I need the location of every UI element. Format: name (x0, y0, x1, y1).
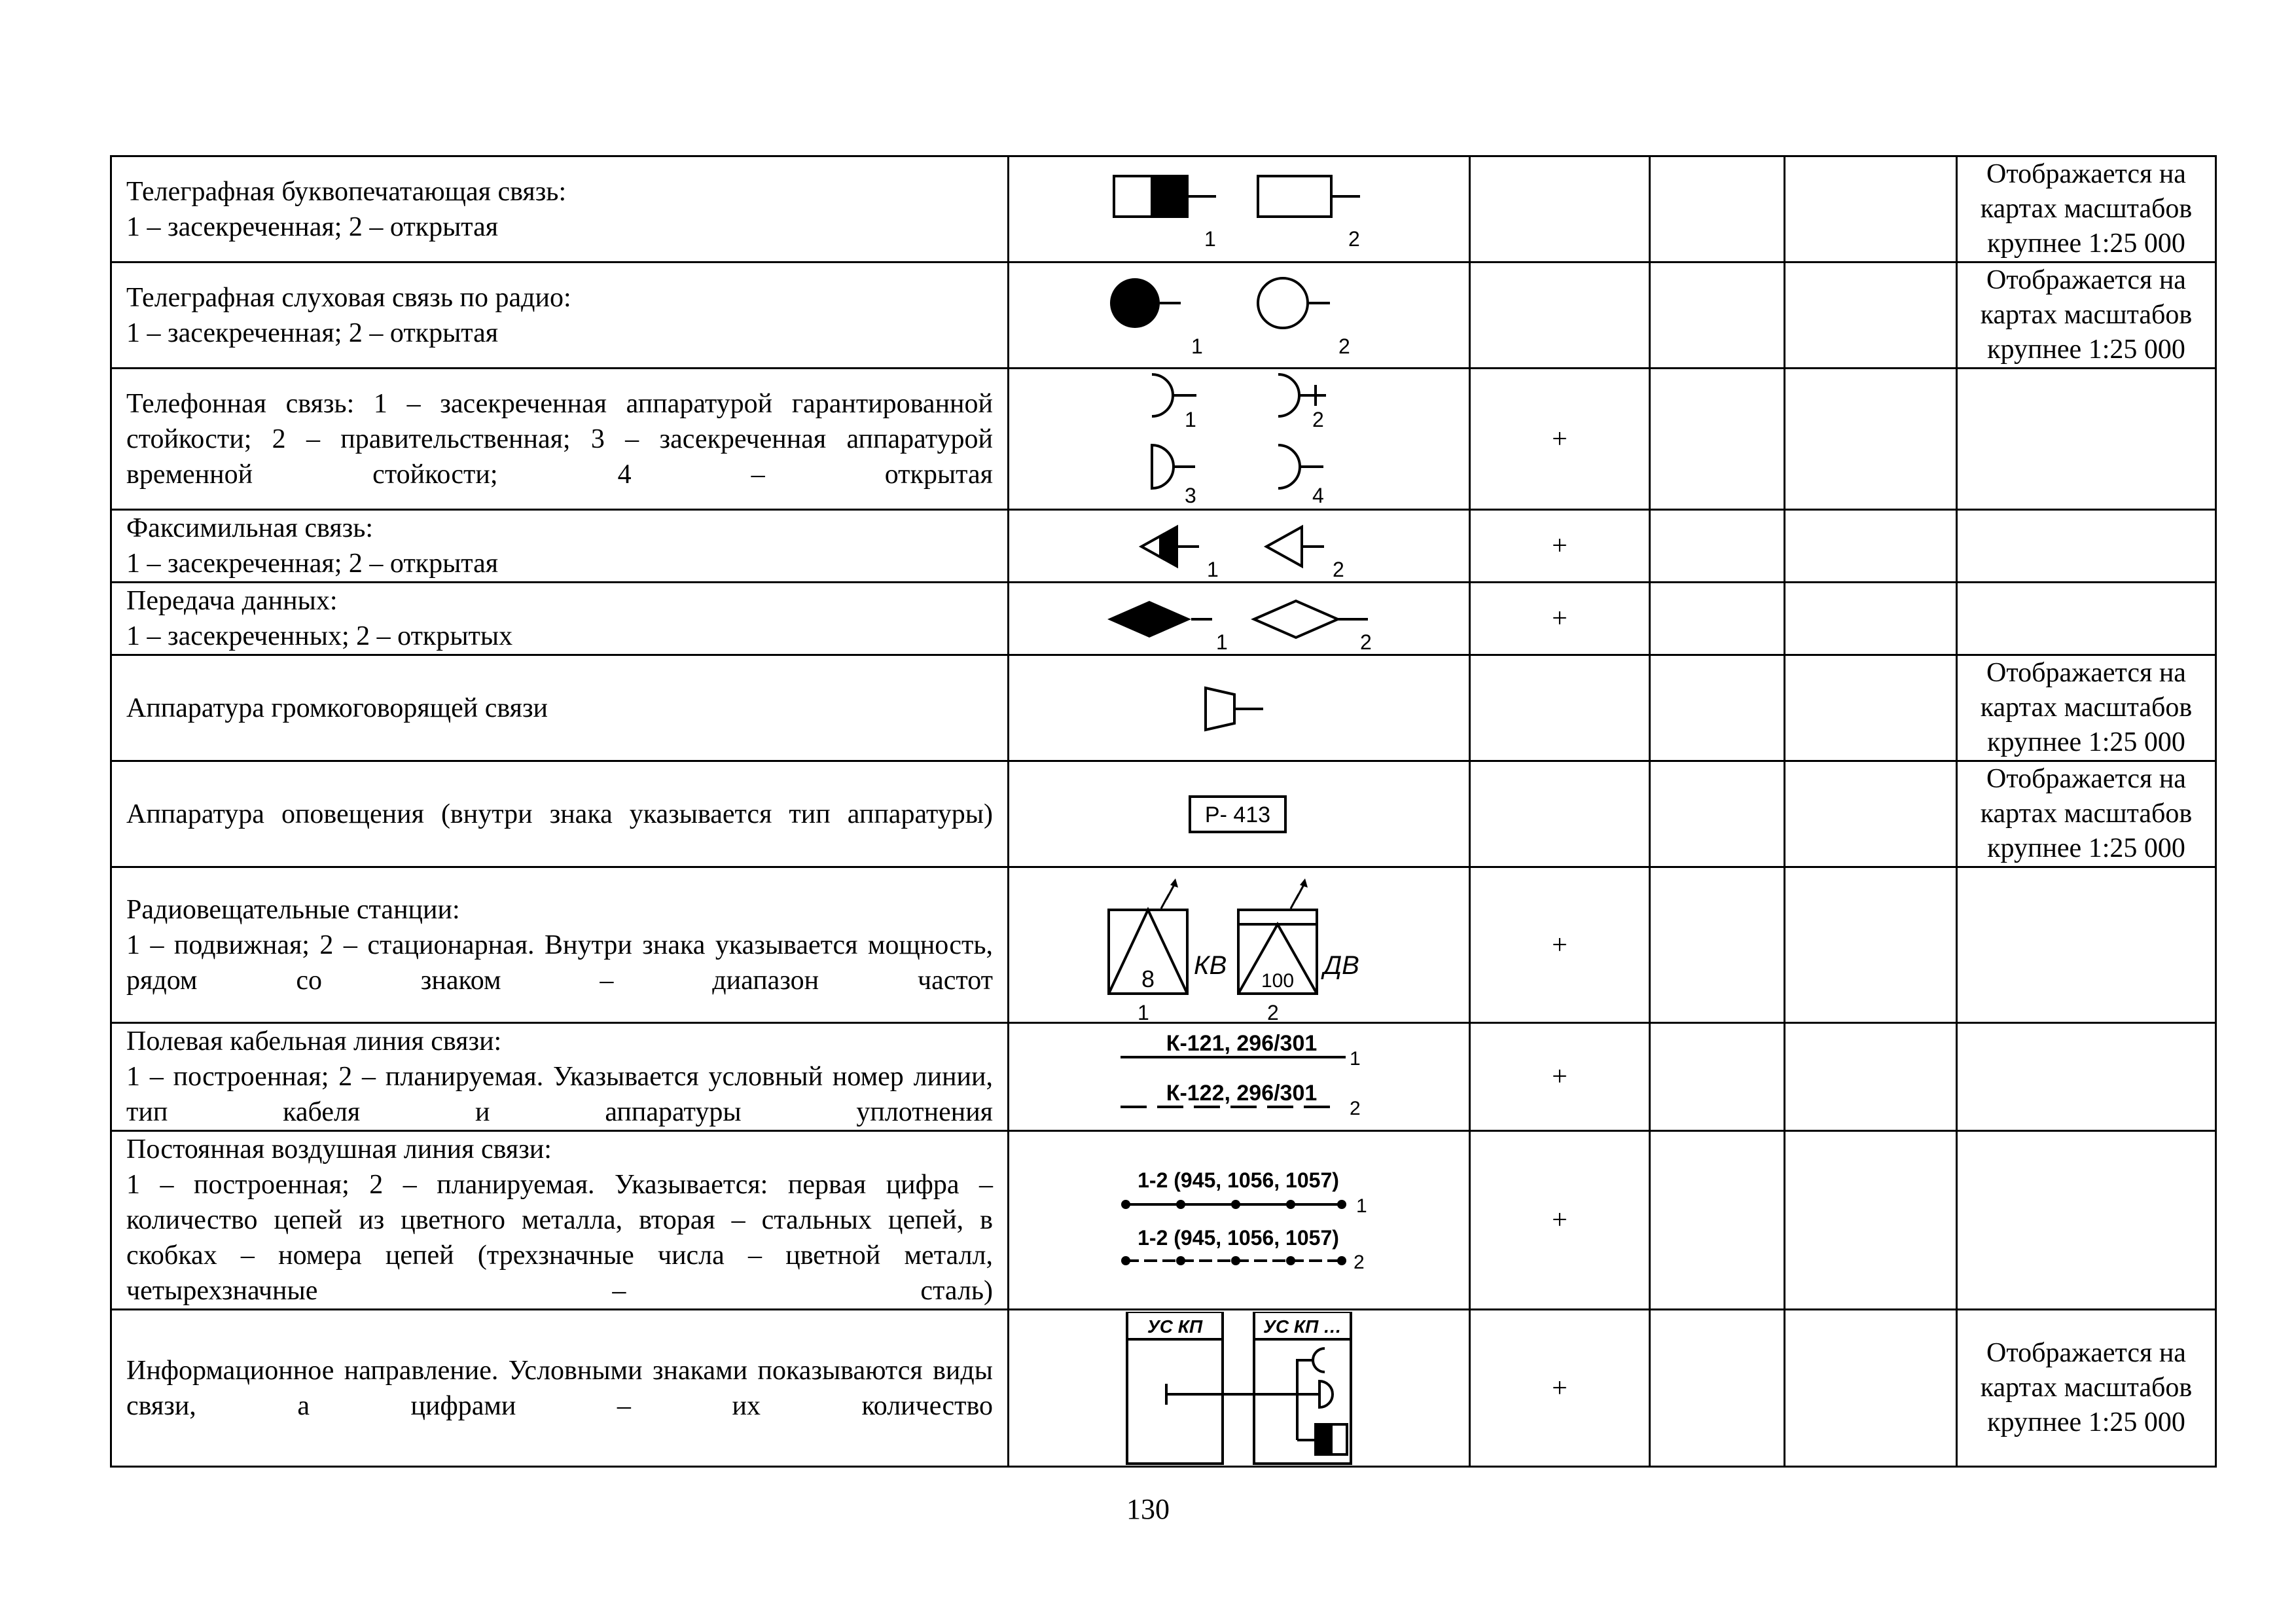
svg-text:2: 2 (1333, 558, 1344, 579)
sign-symbol (1009, 262, 1470, 369)
sign-symbol (1009, 867, 1470, 1023)
table-row (111, 1310, 2216, 1467)
sign-symbol (1009, 655, 1470, 761)
svg-text:2: 2 (1348, 226, 1360, 251)
svg-text:ДВ: ДВ (1323, 950, 1359, 980)
empty-cell (1650, 510, 1785, 583)
svg-text:1: 1 (1191, 334, 1203, 358)
svg-text:К-122, 296/301: К-122, 296/301 (1166, 1081, 1318, 1106)
svg-text:УС КП …: УС КП … (1263, 1316, 1342, 1337)
mark-cell (1470, 262, 1650, 369)
signs-table (110, 155, 2217, 1468)
svg-text:2: 2 (1338, 334, 1350, 358)
data-transfer-symbols (1009, 585, 1470, 652)
sign-symbol (1009, 1131, 1470, 1310)
mark-cell: + (1470, 867, 1650, 1023)
empty-cell (1650, 262, 1785, 369)
table-row (111, 1131, 2216, 1310)
fax-symbols (1009, 513, 1470, 579)
empty-cell (1785, 510, 1957, 583)
sign-symbol (1009, 369, 1470, 510)
note-cell: Отображается на картах масштабов крупнее 1:25 000 (1957, 655, 2216, 761)
note-cell (1957, 583, 2216, 655)
svg-text:4: 4 (1312, 483, 1324, 507)
svg-text:КВ: КВ (1194, 950, 1227, 980)
empty-cell (1785, 655, 1957, 761)
radio-listen-symbol (1009, 265, 1470, 366)
note-cell (1957, 369, 2216, 510)
svg-text:2: 2 (1360, 630, 1372, 652)
empty-cell (1650, 761, 1785, 867)
loudspeaker-symbol (1009, 658, 1470, 759)
table-row (111, 655, 2216, 761)
page-number: 130 (1126, 1493, 1170, 1525)
empty-cell (1785, 583, 1957, 655)
sign-description: Аппаратура оповещения (внутри знака указывается тип аппаратуры) (111, 761, 1009, 867)
empty-cell (1650, 867, 1785, 1023)
svg-text:1: 1 (1185, 407, 1196, 431)
empty-cell (1650, 1131, 1785, 1310)
sign-description: Факсимильная связь: 1 – засекреченная; 2 – открытая (111, 510, 1009, 583)
empty-cell (1785, 369, 1957, 510)
sign-symbol (1009, 156, 1470, 262)
sign-symbol (1009, 510, 1470, 583)
svg-text:2: 2 (1354, 1252, 1365, 1273)
mark-cell: + (1470, 1310, 1650, 1467)
sign-description: Передача данных: 1 – засекреченных; 2 – открытых (111, 583, 1009, 655)
overhead-line-symbols (1009, 1135, 1470, 1305)
table-row (111, 369, 2216, 510)
table-row (111, 583, 2216, 655)
empty-cell (1785, 1023, 1957, 1131)
empty-cell (1785, 867, 1957, 1023)
empty-cell (1650, 655, 1785, 761)
svg-text:К-121, 296/301: К-121, 296/301 (1166, 1031, 1318, 1056)
field-cable-line-symbols (1009, 1026, 1470, 1128)
svg-text:2: 2 (1312, 407, 1324, 431)
empty-cell (1650, 583, 1785, 655)
mark-cell (1470, 655, 1650, 761)
broadcast-stations-symbols (1009, 869, 1470, 1021)
note-cell (1957, 510, 2216, 583)
mark-cell: + (1470, 369, 1650, 510)
sign-description: Телеграфная слуховая связь по радио: 1 – засекреченная; 2 – открытая (111, 262, 1009, 369)
empty-cell (1650, 1310, 1785, 1467)
svg-text:100: 100 (1261, 969, 1295, 992)
svg-text:1: 1 (1207, 558, 1219, 579)
info-direction-symbol (1009, 1312, 1470, 1465)
mark-cell (1470, 761, 1650, 867)
note-cell: Отображается на картах масштабов крупнее 1:25 000 (1957, 761, 2216, 867)
note-cell (1957, 1023, 2216, 1131)
empty-cell (1650, 369, 1785, 510)
sign-description: Телефонная связь: 1 – засекреченная аппаратурой гарантированной стойкости; 2 – правительственная; 3 – засекреченная аппаратурой временной стойкости; 4 – открытая (111, 369, 1009, 510)
mark-cell (1470, 156, 1650, 262)
sign-description: Телеграфная буквопечатающая связь: 1 – засекреченная; 2 – открытая (111, 156, 1009, 262)
note-cell: Отображается на картах масштабов крупнее 1:25 000 (1957, 156, 2216, 262)
mark-cell: + (1470, 1131, 1650, 1310)
table-row (111, 156, 2216, 262)
alert-equipment-symbol (1009, 764, 1470, 865)
table-row (111, 262, 2216, 369)
sign-symbol (1009, 761, 1470, 867)
empty-cell (1785, 761, 1957, 867)
empty-cell (1785, 156, 1957, 262)
sign-description: Постоянная воздушная линия связи: 1 – построенная; 2 – планируемая. Указывается: первая цифра – количество цепей из цветного металла, вторая – стальных цепей, в скобках – номера цепей (трехзначные числа – цветной металл, четырехзначные – сталь) (111, 1131, 1009, 1310)
sign-symbol (1009, 583, 1470, 655)
table-row (111, 761, 2216, 867)
empty-cell (1650, 156, 1785, 262)
svg-text:1: 1 (1204, 226, 1216, 251)
svg-text:1: 1 (1356, 1195, 1367, 1217)
empty-cell (1785, 1131, 1957, 1310)
mark-cell: + (1470, 1023, 1650, 1131)
mark-cell: + (1470, 510, 1650, 583)
svg-text:1: 1 (1350, 1048, 1361, 1070)
teletype-symbol (1009, 159, 1470, 260)
svg-text:1: 1 (1216, 630, 1228, 652)
svg-text:3: 3 (1185, 483, 1196, 507)
note-cell: Отображается на картах масштабов крупнее 1:25 000 (1957, 262, 2216, 369)
sign-symbol (1009, 1310, 1470, 1467)
empty-cell (1785, 262, 1957, 369)
sign-description: Аппаратура громкоговорящей связи (111, 655, 1009, 761)
svg-text:8: 8 (1141, 965, 1155, 992)
table-row (111, 510, 2216, 583)
svg-text:2: 2 (1267, 1000, 1279, 1021)
sign-description: Радиовещательные станции: 1 – подвижная; 2 – стационарная. Внутри знака указывается мощность, рядом со знаком – диапазон частот (111, 867, 1009, 1023)
table-row (111, 1023, 2216, 1131)
svg-text:1: 1 (1138, 1000, 1149, 1021)
svg-text:УС КП: УС КП (1147, 1316, 1203, 1337)
telephone-symbols (1009, 370, 1470, 508)
table-row (111, 867, 2216, 1023)
svg-text:2: 2 (1350, 1098, 1361, 1119)
mark-cell: + (1470, 583, 1650, 655)
empty-cell (1785, 1310, 1957, 1467)
note-cell (1957, 1131, 2216, 1310)
sign-description: Информационное направление. Условными знаками показываются виды связи, а цифрами – их количество (111, 1310, 1009, 1467)
svg-text:Р- 413: Р- 413 (1204, 802, 1271, 827)
note-cell (1957, 867, 2216, 1023)
svg-text:1-2 (945, 1056, 1057): 1-2 (945, 1056, 1057) (1138, 1226, 1339, 1250)
svg-text:1-2 (945, 1056, 1057): 1-2 (945, 1056, 1057) (1138, 1168, 1339, 1192)
empty-cell (1650, 1023, 1785, 1131)
note-cell: Отображается на картах масштабов крупнее 1:25 000 (1957, 1310, 2216, 1467)
sign-description: Полевая кабельная линия связи: 1 – построенная; 2 – планируемая. Указывается условный номер линии, тип кабеля и аппаратуры уплотнения (111, 1023, 1009, 1131)
sign-symbol (1009, 1023, 1470, 1131)
